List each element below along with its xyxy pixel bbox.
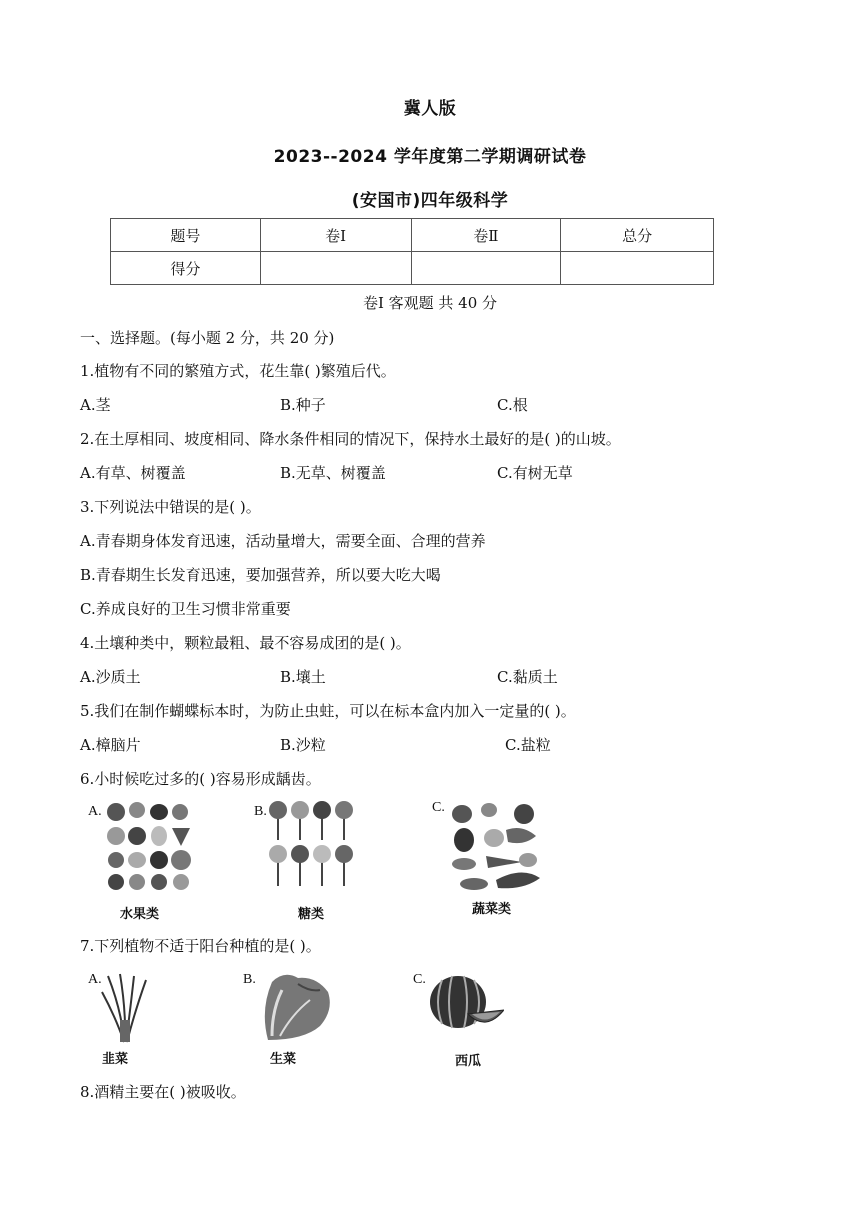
publisher-title: 冀人版 [403,99,457,119]
score-table-header-row [111,219,714,252]
q4-option-c: C.黏质土 [497,668,558,686]
q5-option-b: B.沙粒 [280,736,326,754]
q7-figure-b-letter: B. [243,972,256,987]
leek-icon [100,972,150,1044]
q6-figure-c-caption: 蔬菜类 [472,902,512,917]
q3-option-b: B.青春期生长发育迅速，要加强营养，所以要大吃大喝 [80,566,441,584]
score-table-score-row [111,252,714,285]
q4-option-a: A.沙质土 [80,668,141,686]
q6-figure-c-letter: C. [432,800,445,815]
q4-option-b: B.壤土 [280,668,326,686]
score-table [110,218,714,285]
part1-heading: 一、选择题。(每小题 2 分，共 20 分) [80,329,335,347]
score-cell-empty[interactable] [411,252,561,285]
q6-figure-a-caption: 水果类 [120,907,160,922]
q7-figure-c-letter: C. [413,972,426,987]
q2-option-c: C.有树无草 [497,464,573,482]
exam-subtitle: (安国市)四年级科学 [351,191,509,211]
q3-option-a: A.青春期身体发育迅速，活动量增大，需要全面、合理的营养 [80,532,486,550]
score-cell-score-label: 得分 [111,252,261,285]
score-cell-empty[interactable] [260,252,411,285]
question-2: 2.在土厚相同、坡度相同、降水条件相同的情况下，保持水土最好的是( )的山坡。 [80,430,621,448]
question-1: 1.植物有不同的繁殖方式，花生靠( )繁殖后代。 [80,362,396,380]
q6-figure-a-letter: A. [88,804,102,819]
question-6: 6.小时候吃过多的( )容易形成龋齿。 [80,770,321,788]
q2-option-a: A.有草、树覆盖 [80,464,186,482]
q7-figure-b-caption: 生菜 [270,1052,297,1067]
question-3: 3.下列说法中错误的是( )。 [80,498,261,516]
exam-title: 2023--2024 学年度第二学期调研试卷 [273,147,587,167]
q7-figure-c-caption: 西瓜 [455,1054,482,1069]
candy-icon [266,800,356,892]
q1-option-b: B.种子 [280,396,326,414]
score-cell-question-no: 题号 [111,219,261,252]
question-8: 8.酒精主要在( )被吸收。 [80,1083,246,1101]
q1-option-c: C.根 [497,396,528,414]
q5-option-c: C.盐粒 [505,736,551,754]
question-4: 4.土壤种类中，颗粒最粗、最不容易成团的是( )。 [80,634,411,652]
score-cell-total: 总分 [561,219,714,252]
question-7: 7.下列植物不适于阳台种植的是( )。 [80,937,321,955]
q7-figure-a-letter: A. [88,972,102,987]
q7-figure-a-caption: 韭菜 [102,1052,129,1067]
score-cell-empty[interactable] [561,252,714,285]
q3-option-c: C.养成良好的卫生习惯非常重要 [80,600,291,618]
question-5: 5.我们在制作蝴蝶标本时，为防止虫蛀，可以在标本盒内加入一定量的( )。 [80,702,576,720]
q2-option-b: B.无草、树覆盖 [280,464,386,482]
score-cell-paper1: 卷Ⅰ [260,219,411,252]
q6-figure-b-caption: 糖类 [298,907,325,922]
watermelon-icon [428,974,504,1034]
score-cell-paper2: 卷Ⅱ [411,219,561,252]
vegetables-icon [444,800,544,892]
section-title: 卷Ⅰ 客观题 共 40 分 [362,294,498,312]
fruits-icon [104,800,194,892]
q5-option-a: A.樟脑片 [80,736,141,754]
q6-figure-b-letter: B. [254,804,267,819]
lettuce-icon [258,970,334,1042]
q1-option-a: A.茎 [80,396,111,414]
